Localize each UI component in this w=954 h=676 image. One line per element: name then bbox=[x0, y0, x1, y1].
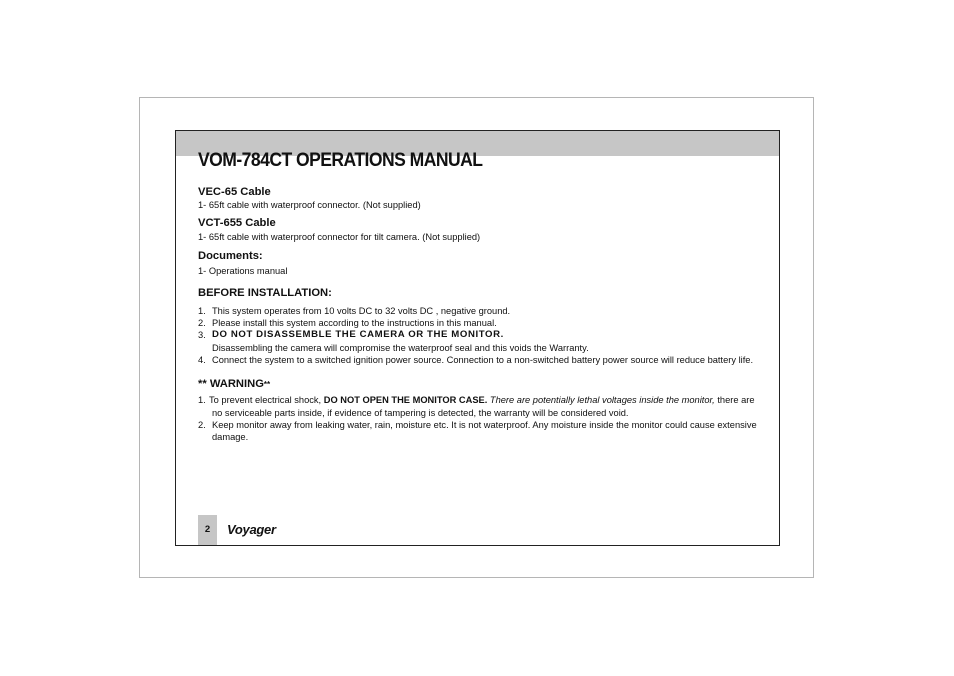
installation-list bbox=[198, 305, 758, 366]
warning-heading bbox=[198, 378, 758, 391]
item-number: 2. bbox=[198, 419, 206, 430]
item-text: Disassembling the camera will compromise the waterproof seal and this voids the Warranty. bbox=[212, 342, 589, 353]
list-item bbox=[198, 419, 758, 444]
section-vct655 bbox=[198, 217, 758, 243]
asterisks: ** bbox=[263, 380, 271, 390]
list-item bbox=[198, 305, 758, 317]
brand-logo: Voyager bbox=[227, 522, 276, 537]
section-heading: VEC-65 Cable bbox=[198, 186, 271, 198]
section-heading: VCT-655 Cable bbox=[198, 217, 276, 230]
page-number: 2 bbox=[198, 515, 217, 545]
page-content bbox=[198, 186, 758, 444]
item-number: 3. bbox=[198, 330, 206, 341]
section-text: 1- 65ft cable with waterproof connector for tilt camera. (Not supplied) bbox=[198, 232, 481, 243]
section-vec65 bbox=[198, 186, 758, 211]
item-text: Connect the system to a switched ignition power source. Connection to a non-switched battery power source will reduce battery life. bbox=[212, 355, 754, 366]
page-title: VOM-784CT OPERATIONS MANUAL bbox=[198, 149, 483, 171]
section-warning bbox=[198, 378, 758, 443]
item-text: Keep monitor away from leaking water, rain, moisture etc. It is not waterproof. Any moisture inside the monitor could cause extensive damage. bbox=[212, 419, 757, 443]
manual-page bbox=[175, 130, 780, 546]
list-item bbox=[198, 329, 758, 354]
section-text: 1- Operations manual bbox=[198, 265, 288, 276]
item-italic-text: There are potentially lethal voltages inside the monitor, bbox=[489, 395, 715, 406]
section-heading: Documents: bbox=[198, 249, 263, 262]
warning-title: WARNING bbox=[209, 378, 264, 391]
warning-list bbox=[198, 394, 758, 443]
section-text: 1- 65ft cable with waterproof connector. (Not supplied) bbox=[198, 200, 421, 210]
item-bold-text: DO NOT DISASSEMBLE THE CAMERA OR THE MONITOR. bbox=[212, 329, 504, 341]
list-item bbox=[198, 394, 758, 419]
item-text: there are no serviceable parts inside, if evidence of tampering is detected, the warranty will be considered void. bbox=[212, 395, 755, 418]
section-heading: BEFORE INSTALLATION: bbox=[198, 286, 332, 299]
list-item bbox=[198, 354, 758, 366]
asterisks: ** bbox=[198, 378, 207, 391]
section-before-installation bbox=[198, 287, 758, 366]
item-number: 1. bbox=[198, 395, 206, 406]
item-text: Please install this system according to the instructions in this manual. bbox=[212, 318, 497, 329]
item-bold-text: DO NOT OPEN THE MONITOR CASE. bbox=[323, 395, 488, 406]
item-text: This system operates from 10 volts DC to 32 volts DC , negative ground. bbox=[212, 305, 511, 316]
item-lead-text: To prevent electrical shock, bbox=[209, 395, 322, 406]
item-number: 4. bbox=[198, 355, 206, 366]
item-number: 2. bbox=[198, 318, 206, 329]
list-item bbox=[198, 317, 758, 329]
section-documents bbox=[198, 250, 758, 277]
item-number: 1. bbox=[198, 305, 206, 316]
